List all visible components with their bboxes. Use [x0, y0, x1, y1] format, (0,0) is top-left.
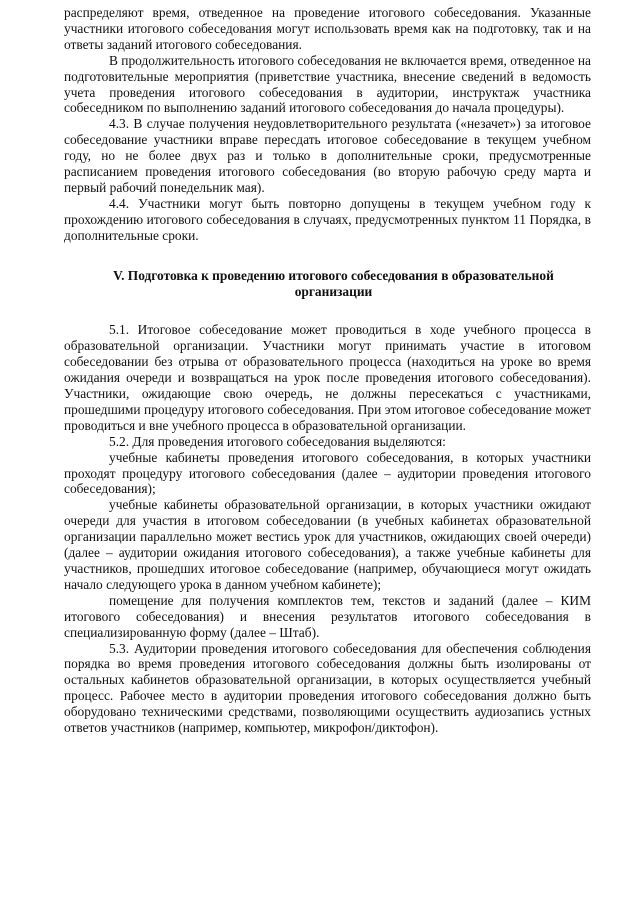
paragraph-5-2: 5.2. Для проведения итогового собеседования выделяются: — [109, 433, 446, 449]
paragraph: распределяют время, отведенное на проведение итогового собеседования. Указанные участники итогового собеседования могут использовать время как на подготовку, так и на ответы заданий итогового собеседования. — [64, 5, 591, 52]
paragraph-5-3: 5.3. Аудитории проведения итогового собеседования для обеспечения соблюдения порядка во время проведения итогового собеседования должны быть изолированы от остальных кабинетов образовательной организации, в которых осуществляется учебный процесс. Рабочее место в аудитории проведения итогового собеседования должно быть оборудовано техническими средствами, позволяющими осуществить аудиозапись устных ответов участников (например, компьютер, микрофон/диктофон). — [64, 640, 591, 736]
section-heading: V. Подготовка к проведению итогового собеседования в образовательной организации — [113, 267, 554, 299]
paragraph-4-4: 4.4. Участники могут быть повторно допущены в текущем учебном году к прохождению итогового собеседования в случаях, предусмотренных пунктом 11 Порядка, в дополнительные сроки. — [64, 195, 591, 243]
list-item: помещение для получения комплектов тем, текстов и заданий (далее – КИМ итогового собеседования) и внесения результатов итогового собеседования в специализированную форму (далее – Штаб). — [64, 592, 591, 640]
list-item: учебные кабинеты проведения итогового собеседования, в которых участники проходят процедуру итогового собеседования (далее – аудитории проведения итогового собеседования); — [64, 449, 591, 497]
list-item: учебные кабинеты образовательной организации, в которых участники ожидают очереди для участия в итоговом собеседовании (в учебных кабинетах образовательной организации параллельно может вестись урок для участников, ожидающих своей очереди) (далее – аудитории ожидания итогового собеседования), а также учебные кабинеты для участников, прошедших итоговое собеседование (например, обучающиеся могут ожидать начало следующего урока в данном учебном кабинете); — [64, 497, 591, 592]
paragraph-4-3: 4.3. В случае получения неудовлетворительного результата («незачет») за итоговое собеседование участники вправе пересдать итоговое собеседование в текущем учебном году, но не более двух раз и только в дополнительные сроки, предусмотренные расписанием проведения итогового собеседования (во вторую рабочую среду марта и первый рабочий понедельник мая). — [64, 116, 591, 195]
paragraph: В продолжительность итогового собеседования не включается время, отведенное на подготовительные мероприятия (приветствие участника, внесение сведений в ведомость учета проведения итогового собеседования в аудитории, инструктаж участника собеседником по выполнению заданий итогового собеседования до начала процедуры). — [64, 52, 591, 116]
paragraph-5-1: 5.1. Итоговое собеседование может проводиться в ходе учебного процесса в образовательной организации. Участники могут принимать участие в итоговом собеседовании без отрыва от образовательного процесса (находиться на уроке во время ожидания очереди и возвращаться на урок после проведения итогового собеседования). Участники, ожидающие свою очередь, не должны пересекаться с участниками, прошедшими процедуру итогового собеседования. При этом итоговое собеседование может проводиться и вне учебного процесса в образовательной организации. — [64, 322, 591, 433]
